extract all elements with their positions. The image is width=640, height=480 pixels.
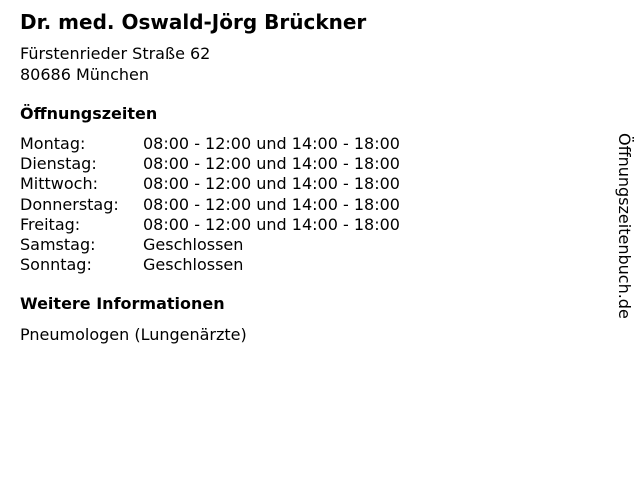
address-street: Fürstenrieder Straße 62 (20, 44, 211, 63)
further-info-heading: Weitere Informationen (20, 294, 225, 313)
time-value: 08:00 - 12:00 und 14:00 - 18:00 (143, 194, 400, 214)
time-value: 08:00 - 12:00 und 14:00 - 18:00 (143, 214, 400, 234)
practice-address (20, 43, 210, 85)
time-value: 08:00 - 12:00 und 14:00 - 18:00 (143, 154, 400, 174)
day-label: Mittwoch: (20, 174, 98, 194)
time-value: Geschlossen (143, 234, 244, 254)
time-value: 08:00 - 12:00 und 14:00 - 18:00 (143, 174, 400, 194)
address-city: 80686 München (20, 65, 149, 84)
watermark-text: Öffnungszeitenbuch.de (615, 133, 634, 319)
practice-category: Pneumologen (Lungenärzte) (20, 325, 247, 344)
day-label: Donnerstag: (20, 194, 119, 214)
day-label: Dienstag: (20, 154, 97, 174)
opening-hours-heading: Öffnungszeiten (20, 104, 158, 123)
time-value: 08:00 - 12:00 und 14:00 - 18:00 (143, 134, 400, 153)
site-watermark (614, 133, 634, 333)
day-label: Freitag: (20, 214, 81, 234)
day-label: Sonntag: (20, 255, 92, 275)
time-value: Geschlossen (143, 255, 244, 275)
day-label: Montag: (20, 134, 86, 153)
practice-name: Dr. med. Oswald-Jörg Brückner (20, 10, 367, 34)
day-label: Samstag: (20, 234, 96, 254)
